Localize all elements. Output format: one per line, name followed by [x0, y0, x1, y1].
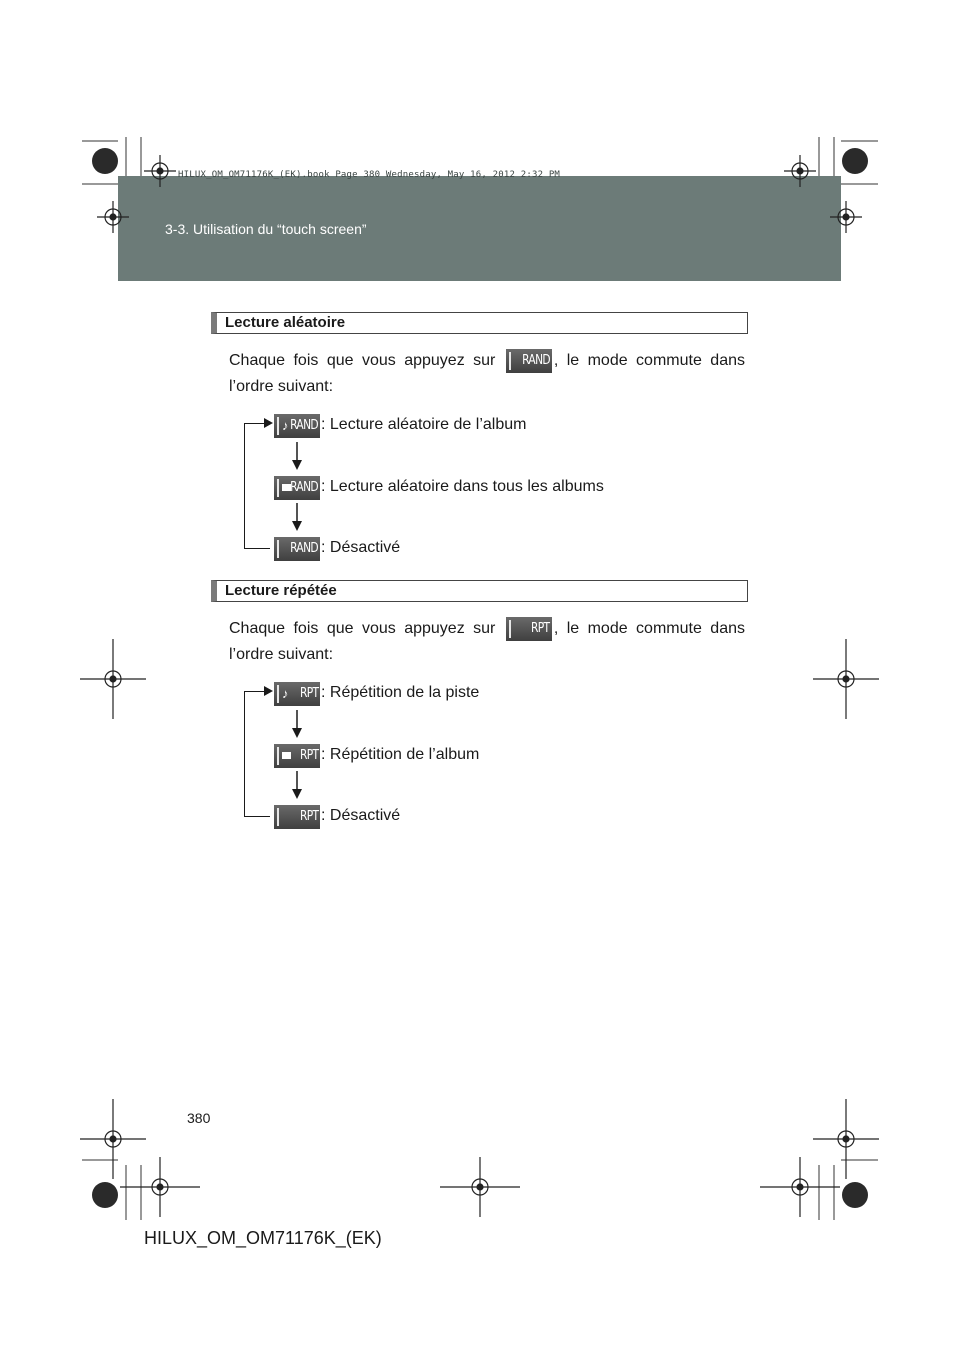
document-code: HILUX_OM_OM71176K_(EK): [144, 1228, 382, 1248]
rand-item-2: : Lecture aléatoire dans tous les albums: [321, 478, 604, 495]
page-number: 380: [187, 1110, 211, 1126]
rand-item-1: : Lecture aléatoire de l’album: [321, 416, 527, 433]
rpt-track-button: ♪ RPT: [274, 682, 320, 706]
rpt-item-2: : Répétition de l’album: [321, 746, 480, 763]
rand-album-button: ♪ RAND: [274, 414, 320, 438]
rpt-off-button: RPT: [274, 805, 320, 829]
cycle-line: [244, 423, 245, 549]
repeat-section-heading: Lecture répétée: [211, 580, 748, 602]
cycle-line: [244, 816, 270, 817]
rpt-item-1: : Répétition de la piste: [321, 684, 480, 701]
rand-off-button: RAND: [274, 537, 320, 561]
rand-item-3: : Désactivé: [321, 539, 401, 556]
repeat-intro: Chaque fois que vous appuyez sur RPT , le mode commute dans l’ordre suivant:: [229, 616, 745, 668]
note-icon: ♪: [282, 686, 289, 701]
note-icon: ♪: [282, 418, 289, 433]
arrow-down-icon: [291, 710, 303, 738]
print-slug: HILUX_OM_OM71176K_(EK).book Page 380 Wednesday, May 16, 2012 2:32 PM: [178, 170, 561, 180]
cycle-line: [244, 691, 245, 817]
random-section-heading: Lecture aléatoire: [211, 312, 748, 334]
section-title: 3-3. Utilisation du “touch screen”: [165, 221, 367, 237]
arrow-right-icon: [264, 418, 274, 428]
arrow-down-icon: [291, 442, 303, 470]
arrow-down-icon: [291, 503, 303, 531]
random-intro: Chaque fois que vous appuyez sur RAND , le mode commute dans l’ordre suivant:: [229, 348, 745, 400]
rpt-button: RPT: [506, 617, 552, 641]
rand-all-button: RAND: [274, 476, 320, 500]
rand-button: RAND: [506, 349, 552, 373]
rpt-item-3: : Désactivé: [321, 807, 401, 824]
folder-icon: [282, 752, 291, 759]
arrow-down-icon: [291, 771, 303, 799]
arrow-right-icon: [264, 686, 274, 696]
rpt-album-button: RPT: [274, 744, 320, 768]
cycle-line: [244, 548, 270, 549]
